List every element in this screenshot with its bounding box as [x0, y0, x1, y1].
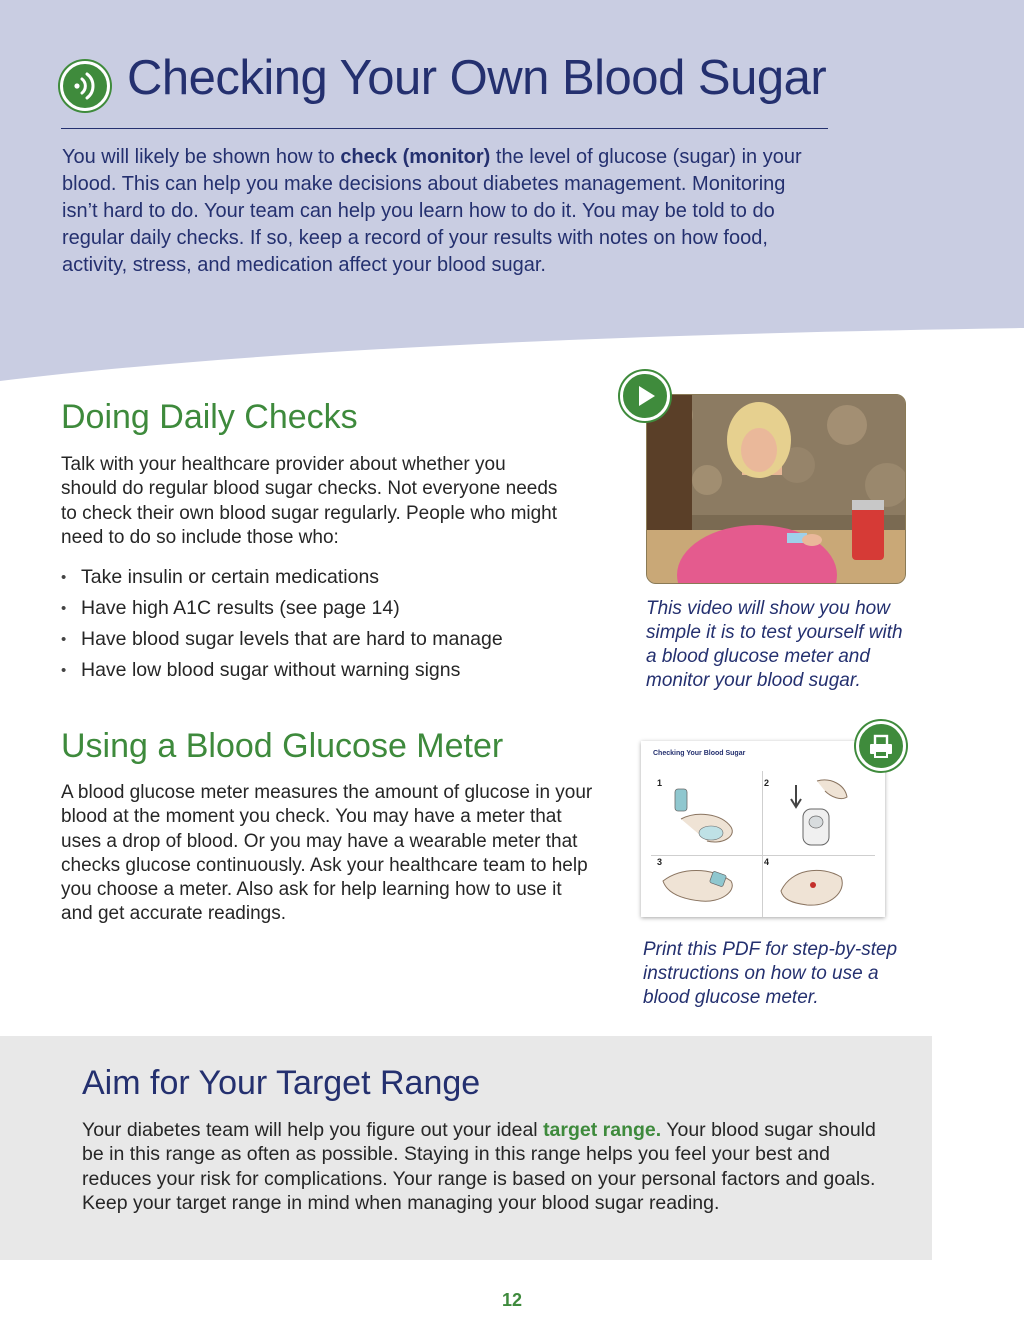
- page-title: Checking Your Own Blood Sugar: [127, 51, 827, 105]
- pdf-step-number: 3: [657, 857, 663, 867]
- video-thumbnail[interactable]: [646, 394, 906, 584]
- video-scene-illustration: [647, 395, 906, 584]
- play-icon: [630, 381, 660, 411]
- daily-checks-heading: Doing Daily Checks: [61, 398, 358, 436]
- pdf-steps-illustration: [641, 741, 885, 917]
- pdf-thumb-title: Checking Your Blood Sugar: [653, 750, 746, 757]
- pdf-step-number: 4: [764, 857, 770, 867]
- meter-body: A blood glucose meter measures the amount of glucose in your blood at the moment you check. You may have a meter that uses a drop of blood. Or you may have a wearable meter that checks glucose continuously. Ask your healthcare team to help you choose a meter. Also ask for help learning how to use it and get accurate readings.: [61, 782, 593, 925]
- video-caption: This video will show you how simple it is to test yourself with a blood glucose meter and monitor your blood sugar.: [646, 598, 903, 691]
- print-button[interactable]: [856, 721, 906, 771]
- daily-checks-body: Talk with your healthcare provider about whether you should do regular blood sugar checks. Not everyone needs to check their own blood sugar regularly. People who might need to do so include those who:: [61, 454, 558, 548]
- pdf-step-number: 2: [764, 778, 770, 788]
- pdf-thumbnail[interactable]: [641, 741, 885, 917]
- daily-checks-list: [61, 562, 503, 686]
- target-range-heading: Aim for Your Target Range: [82, 1064, 481, 1102]
- list-item: • Have high A1C results (see page 14): [61, 593, 503, 624]
- page-number: 12: [501, 1290, 523, 1310]
- target-range-highlight: target range.: [543, 1119, 662, 1141]
- intro-bold-term: check (monitor): [340, 146, 491, 168]
- pdf-step-number: 1: [657, 778, 663, 788]
- title-divider: [61, 128, 828, 129]
- meter-heading: Using a Blood Glucose Meter: [61, 727, 504, 765]
- intro-paragraph: You will likely be shown how to check (monitor) the level of glucose (sugar) in your blood. This can help you make decisions about diabetes management. Monitoring isn’t hard to do. Your team can help you learn how to do it. You may be told to do regular daily checks. If so, keep a record of your results with notes on how food, activity, stress, and medication affect your blood sugar.: [62, 146, 802, 276]
- list-item: • Have blood sugar levels that are hard to manage: [61, 624, 503, 655]
- target-range-body: Your diabetes team will help you figure out your ideal target range. Your blood sugar should be in this range as often as possible. Staying in this range helps you feel your best and reduces your risk for complications. Your range is based on your personal factors and goals. Keep your target range in mind when managing your blood sugar reading.: [82, 1119, 876, 1214]
- video-play-button[interactable]: [620, 371, 670, 421]
- audio-play-icon[interactable]: [60, 61, 110, 111]
- list-item: • Have low blood sugar without warning signs: [61, 655, 503, 686]
- pdf-caption: Print this PDF for step-by-step instructions on how to use a blood glucose meter.: [643, 939, 898, 1008]
- list-item: • Take insulin or certain medications: [61, 562, 503, 593]
- printer-icon: [866, 731, 896, 761]
